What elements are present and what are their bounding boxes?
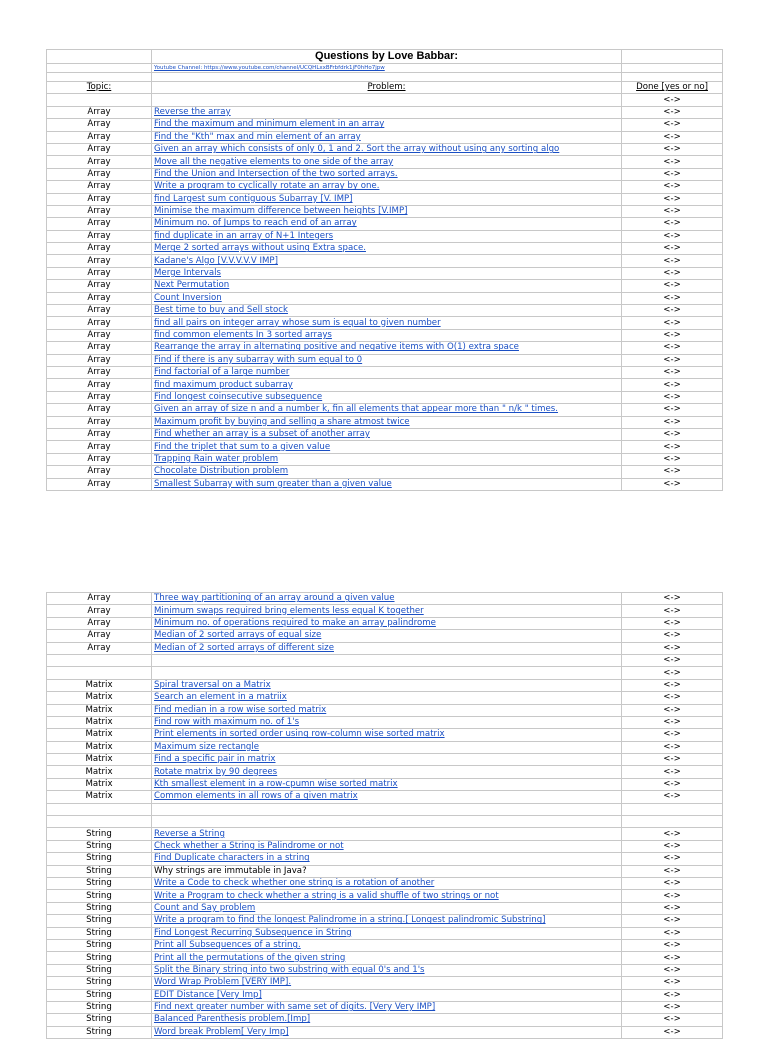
empty-cell[interactable] (47, 50, 152, 64)
topic-cell[interactable]: String (47, 977, 152, 989)
table-row (47, 218, 723, 230)
table-row (47, 379, 723, 391)
done-marker[interactable]: <-> (622, 94, 723, 106)
done-cell[interactable]: <-> (622, 218, 723, 230)
channel-link[interactable]: Youtube Channel: https://www.youtube.com/channel/UCQHLxxBFrbfdrk1jF0hHo7jpw (152, 64, 622, 73)
topic-cell[interactable]: Array (47, 605, 152, 617)
problem-link[interactable]: Minimum no. of operations required to make an array palindrome (152, 617, 622, 629)
topic-cell[interactable]: Array (47, 292, 152, 304)
topic-cell[interactable]: Array (47, 329, 152, 341)
table-row (47, 478, 723, 490)
problem-link[interactable]: Kadane's Algo [V.V.V.V.V IMP] (152, 255, 622, 267)
done-cell[interactable]: <-> (622, 853, 723, 865)
topic-cell[interactable]: Array (47, 267, 152, 279)
table-row (47, 927, 723, 939)
done-cell[interactable]: <-> (622, 766, 723, 778)
empty-cell[interactable] (622, 73, 723, 82)
table-row (47, 778, 723, 790)
table-row (47, 865, 723, 877)
topic-cell[interactable]: String (47, 853, 152, 865)
problem-link[interactable]: Given an array which consists of only 0, 1 and 2. Sort the array without using any sorting algo (152, 143, 622, 155)
table-row (47, 617, 723, 629)
table-row (47, 329, 723, 341)
table-row (47, 1001, 723, 1013)
done-cell[interactable]: <-> (622, 156, 723, 168)
table-row (47, 654, 723, 666)
topic-cell[interactable]: Array (47, 243, 152, 255)
done-cell[interactable]: <-> (622, 741, 723, 753)
problem-link[interactable]: Write a Program to check whether a string is a valid shuffle of two strings or not (152, 890, 622, 902)
topic-cell[interactable]: Array (47, 416, 152, 428)
empty-cell[interactable] (152, 94, 622, 106)
topic-cell[interactable]: Matrix (47, 704, 152, 716)
done-cell[interactable] (622, 816, 723, 828)
topic-cell[interactable]: Matrix (47, 716, 152, 728)
done-cell[interactable]: <-> (622, 404, 723, 416)
done-cell[interactable]: <-> (622, 890, 723, 902)
done-cell[interactable]: <-> (622, 441, 723, 453)
problem-cell[interactable]: Why strings are immutable in Java? (152, 865, 622, 877)
table-row (47, 404, 723, 416)
table-row (47, 143, 723, 155)
done-cell[interactable]: <-> (622, 1001, 723, 1013)
problem-link[interactable]: Best time to buy and Sell stock (152, 305, 622, 317)
table-row (47, 391, 723, 403)
done-cell[interactable]: <-> (622, 354, 723, 366)
problem-header: Problem: (367, 82, 406, 93)
problem-link[interactable]: Chocolate Distribution problem (152, 466, 622, 478)
done-cell[interactable]: <-> (622, 1014, 723, 1026)
problem-link[interactable]: Word Wrap Problem [VERY IMP]. (152, 977, 622, 989)
table-row (47, 716, 723, 728)
problem-link[interactable]: EDIT Distance [Very Imp] (152, 989, 622, 1001)
table-row (47, 466, 723, 478)
done-cell[interactable]: <-> (622, 939, 723, 951)
topic-cell[interactable]: Matrix (47, 679, 152, 691)
done-cell[interactable]: <-> (622, 778, 723, 790)
problem-link[interactable]: Search an element in a matriix (152, 692, 622, 704)
table-row (47, 181, 723, 193)
topic-cell[interactable]: Matrix (47, 729, 152, 741)
table-row (47, 119, 723, 131)
empty-cell[interactable] (622, 50, 723, 64)
table-row (47, 803, 723, 815)
problem-link[interactable]: find all pairs on integer array whose sum is equal to given number (152, 317, 622, 329)
problem-link[interactable]: Find the "Kth" max and min element of an array (152, 131, 622, 143)
topic-cell[interactable]: String (47, 915, 152, 927)
table-row (47, 156, 723, 168)
empty-cell[interactable] (622, 64, 723, 73)
problem-link[interactable]: Word break Problem[ Very Imp] (152, 1026, 622, 1038)
problem-link[interactable]: Find Duplicate characters in a string (152, 853, 622, 865)
problem-link[interactable]: Print all the permutations of the given string (152, 952, 622, 964)
done-cell[interactable]: <-> (622, 692, 723, 704)
topic-cell[interactable]: Array (47, 391, 152, 403)
problem-link[interactable]: Count and Say problem (152, 902, 622, 914)
done-cell[interactable]: <-> (622, 205, 723, 217)
table-row (47, 729, 723, 741)
topic-cell[interactable] (47, 803, 152, 815)
problem-link[interactable]: Merge Intervals (152, 267, 622, 279)
problem-link[interactable]: Given an array of size n and a number k, fin all elements that appear more than " n/k " times. (152, 404, 622, 416)
topic-cell[interactable]: String (47, 865, 152, 877)
done-cell[interactable]: <-> (622, 828, 723, 840)
problem-link[interactable]: Next Permutation (152, 280, 622, 292)
problem-link[interactable]: Balanced Parenthesis problem.[Imp] (152, 1014, 622, 1026)
problem-link[interactable]: Common elements in all rows of a given matrix (152, 791, 622, 803)
problem-link[interactable]: find Largest sum contiguous Subarray [V. IMP] (152, 193, 622, 205)
table-row (47, 877, 723, 889)
table-row (47, 453, 723, 465)
table-row (47, 828, 723, 840)
problem-link[interactable]: Count Inversion (152, 292, 622, 304)
done-cell[interactable]: <-> (622, 391, 723, 403)
table-row (47, 989, 723, 1001)
topic-cell[interactable]: Array (47, 466, 152, 478)
done-cell[interactable]: <-> (622, 366, 723, 378)
done-cell[interactable]: <-> (622, 379, 723, 391)
problem-link[interactable]: Write a Code to check whether one string is a rotation of another (152, 877, 622, 889)
problem-link[interactable]: Find median in a row wise sorted matrix (152, 704, 622, 716)
table-row (47, 305, 723, 317)
topic-cell[interactable]: Array (47, 617, 152, 629)
topic-cell[interactable]: Array (47, 428, 152, 440)
table-row (47, 840, 723, 852)
table-row (47, 853, 723, 865)
done-cell[interactable]: <-> (622, 630, 723, 642)
topic-cell[interactable]: Array (47, 106, 152, 118)
done-cell[interactable]: <-> (622, 478, 723, 490)
table-row (47, 168, 723, 180)
topic-cell[interactable]: String (47, 989, 152, 1001)
topic-cell[interactable]: Array (47, 218, 152, 230)
done-cell[interactable]: <-> (622, 754, 723, 766)
table-row (47, 754, 723, 766)
topic-cell[interactable]: Matrix (47, 741, 152, 753)
problem-link[interactable]: find duplicate in an array of N+1 Integers (152, 230, 622, 242)
done-cell[interactable]: <-> (622, 667, 723, 679)
table-row (47, 915, 723, 927)
table-row (47, 280, 723, 292)
done-cell[interactable]: <-> (622, 915, 723, 927)
empty-cell[interactable] (47, 73, 152, 82)
problem-link[interactable]: Find the Union and Intersection of the two sorted arrays. (152, 168, 622, 180)
problem-link[interactable]: Spiral traversal on a Matrix (152, 679, 622, 691)
topic-cell[interactable]: Array (47, 156, 152, 168)
problem-link[interactable]: Median of 2 sorted arrays of different size (152, 642, 622, 654)
empty-cell[interactable] (47, 94, 152, 106)
done-cell[interactable]: <-> (622, 243, 723, 255)
problem-link[interactable]: Find next greater number with same set of digits. [Very Very IMP] (152, 1001, 622, 1013)
problem-link[interactable]: Reverse the array (152, 106, 622, 118)
done-cell[interactable]: <-> (622, 679, 723, 691)
done-cell[interactable]: <-> (622, 453, 723, 465)
table-row (47, 267, 723, 279)
table-row (47, 342, 723, 354)
topic-cell[interactable]: Array (47, 143, 152, 155)
done-cell[interactable]: <-> (622, 329, 723, 341)
done-cell[interactable]: <-> (622, 230, 723, 242)
problem-cell[interactable] (152, 816, 622, 828)
done-cell[interactable]: <-> (622, 342, 723, 354)
done-cell[interactable]: <-> (622, 952, 723, 964)
problem-link[interactable]: Write a program to find the longest Palindrome in a string.[ Longest palindromic Substring] (152, 915, 622, 927)
done-cell[interactable]: <-> (622, 1026, 723, 1038)
table-row (47, 630, 723, 642)
problem-link[interactable]: Find if there is any subarray with sum equal to 0 (152, 354, 622, 366)
topic-cell[interactable]: Array (47, 119, 152, 131)
table-row (47, 1026, 723, 1038)
problem-link[interactable]: Smallest Subarray with sum greater than a given value (152, 478, 622, 490)
problem-cell[interactable] (152, 803, 622, 815)
table-row (47, 193, 723, 205)
done-cell[interactable]: <-> (622, 716, 723, 728)
done-cell[interactable]: <-> (622, 964, 723, 976)
topic-cell[interactable]: String (47, 952, 152, 964)
topic-cell[interactable] (47, 816, 152, 828)
table-row (47, 243, 723, 255)
topic-cell[interactable]: Array (47, 453, 152, 465)
table-row (47, 741, 723, 753)
done-cell[interactable]: <-> (622, 143, 723, 155)
table-row (47, 1014, 723, 1026)
problem-link[interactable]: Minimum swaps required bring elements less equal K together (152, 605, 622, 617)
topic-cell[interactable]: String (47, 1026, 152, 1038)
problem-link[interactable]: find maximum product subarray (152, 379, 622, 391)
sheet-section-2 (46, 592, 723, 1039)
table-row (47, 791, 723, 803)
done-cell[interactable] (622, 803, 723, 815)
problem-link[interactable]: Find the maximum and minimum element in an array (152, 119, 622, 131)
done-cell[interactable]: <-> (622, 280, 723, 292)
topic-cell[interactable]: Array (47, 379, 152, 391)
topic-cell[interactable]: Array (47, 441, 152, 453)
done-cell[interactable]: <-> (622, 605, 723, 617)
done-cell[interactable]: <-> (622, 791, 723, 803)
problem-link[interactable]: Median of 2 sorted arrays of equal size (152, 630, 622, 642)
topic-cell[interactable]: String (47, 840, 152, 852)
problem-link[interactable]: Merge 2 sorted arrays without using Extra space. (152, 243, 622, 255)
done-cell[interactable]: <-> (622, 106, 723, 118)
table-row (47, 939, 723, 951)
done-cell[interactable]: <-> (622, 729, 723, 741)
topic-cell[interactable]: Array (47, 305, 152, 317)
problem-link[interactable]: Print all Subsequences of a string. (152, 939, 622, 951)
table-row (47, 902, 723, 914)
problem-link[interactable]: Trapping Rain water problem (152, 453, 622, 465)
topic-cell[interactable]: String (47, 1014, 152, 1026)
done-cell[interactable]: <-> (622, 865, 723, 877)
problem-link[interactable]: Find row with maximum no. of 1's (152, 716, 622, 728)
table-row (47, 366, 723, 378)
done-cell[interactable]: <-> (622, 416, 723, 428)
topic-cell[interactable]: Array (47, 317, 152, 329)
table-row (47, 428, 723, 440)
problem-link[interactable]: Maximum profit by buying and selling a share atmost twice (152, 416, 622, 428)
problem-link[interactable]: Rearrange the array in alternating positive and negative items with O(1) extra space (152, 342, 622, 354)
table-row (47, 593, 723, 605)
topic-cell[interactable]: Matrix (47, 754, 152, 766)
table-row (47, 977, 723, 989)
topic-cell[interactable]: Array (47, 593, 152, 605)
topic-cell[interactable] (47, 667, 152, 679)
topic-cell[interactable]: String (47, 1001, 152, 1013)
done-cell[interactable]: <-> (622, 989, 723, 1001)
problem-link[interactable]: Minimise the maximum difference between heights [V.IMP] (152, 205, 622, 217)
problem-link[interactable]: Find Longest Recurring Subsequence in String (152, 927, 622, 939)
problem-link[interactable]: Find a specific pair in matrix (152, 754, 622, 766)
topic-cell[interactable]: Matrix (47, 778, 152, 790)
problem-link[interactable]: Split the Binary string into two substring with equal 0's and 1's (152, 964, 622, 976)
problem-link[interactable]: Find whether an array is a subset of another array (152, 428, 622, 440)
done-cell[interactable]: <-> (622, 255, 723, 267)
topic-cell[interactable]: Array (47, 181, 152, 193)
problem-link[interactable]: Move all the negative elements to one side of the array (152, 156, 622, 168)
done-cell[interactable]: <-> (622, 593, 723, 605)
problem-link[interactable]: Find the triplet that sum to a given value (152, 441, 622, 453)
table-row (47, 704, 723, 716)
done-cell[interactable]: <-> (622, 840, 723, 852)
done-header: Done [yes or no] (636, 82, 708, 93)
done-cell[interactable]: <-> (622, 877, 723, 889)
done-cell[interactable]: <-> (622, 428, 723, 440)
problem-link[interactable]: Rotate matrix by 90 degrees (152, 766, 622, 778)
problem-link[interactable]: Kth smallest element in a row-cpumn wise sorted matrix (152, 778, 622, 790)
done-cell[interactable]: <-> (622, 902, 723, 914)
topic-cell[interactable]: String (47, 939, 152, 951)
topic-cell[interactable]: String (47, 902, 152, 914)
sheet-section-1 (46, 49, 723, 491)
done-cell[interactable]: <-> (622, 292, 723, 304)
table-row (47, 692, 723, 704)
topic-cell[interactable]: Matrix (47, 791, 152, 803)
done-cell[interactable]: <-> (622, 168, 723, 180)
table-row (47, 667, 723, 679)
done-cell[interactable]: <-> (622, 267, 723, 279)
done-cell[interactable]: <-> (622, 317, 723, 329)
table-row (47, 605, 723, 617)
empty-cell[interactable] (152, 73, 622, 82)
sheet-title: Questions by Love Babbar: (152, 50, 622, 64)
done-cell[interactable]: <-> (622, 977, 723, 989)
table-row (47, 106, 723, 118)
topic-cell[interactable]: Array (47, 131, 152, 143)
problem-cell[interactable] (152, 654, 622, 666)
problem-link[interactable]: Print elements in sorted order using row-column wise sorted matrix (152, 729, 622, 741)
table-row (47, 317, 723, 329)
table-row (47, 642, 723, 654)
problem-link[interactable]: Three way partitioning of an array around a given value (152, 593, 622, 605)
problem-link[interactable]: Find longest coinsecutive subsequence (152, 391, 622, 403)
done-cell[interactable]: <-> (622, 927, 723, 939)
table-row (47, 131, 723, 143)
problem-link[interactable]: Maximum size rectangle (152, 741, 622, 753)
table-row (47, 766, 723, 778)
done-cell[interactable]: <-> (622, 131, 723, 143)
problem-cell[interactable] (152, 667, 622, 679)
topic-cell[interactable] (47, 654, 152, 666)
table-row (47, 679, 723, 691)
done-cell[interactable]: <-> (622, 617, 723, 629)
topic-cell[interactable]: Array (47, 354, 152, 366)
done-cell[interactable]: <-> (622, 305, 723, 317)
done-cell[interactable]: <-> (622, 181, 723, 193)
problem-link[interactable]: Write a program to cyclically rotate an array by one. (152, 181, 622, 193)
problem-link[interactable]: Minimum no. of Jumps to reach end of an array (152, 218, 622, 230)
topic-cell[interactable]: String (47, 927, 152, 939)
table-row (47, 230, 723, 242)
topic-cell[interactable]: Matrix (47, 692, 152, 704)
problem-link[interactable]: Reverse a String (152, 828, 622, 840)
topic-cell[interactable]: Array (47, 404, 152, 416)
topic-cell[interactable]: Array (47, 168, 152, 180)
topic-cell[interactable]: String (47, 877, 152, 889)
empty-cell[interactable] (47, 64, 152, 73)
topic-cell[interactable]: Array (47, 642, 152, 654)
topic-cell[interactable]: Array (47, 478, 152, 490)
done-cell[interactable]: <-> (622, 654, 723, 666)
topic-cell[interactable]: String (47, 828, 152, 840)
done-cell[interactable]: <-> (622, 119, 723, 131)
table-row (47, 441, 723, 453)
table-row (47, 205, 723, 217)
topic-header: Topic: (86, 82, 112, 93)
done-cell[interactable]: <-> (622, 642, 723, 654)
table-row (47, 255, 723, 267)
table-row (47, 354, 723, 366)
table-row (47, 964, 723, 976)
topic-cell[interactable]: Array (47, 255, 152, 267)
topic-cell[interactable]: Array (47, 280, 152, 292)
table-row (47, 890, 723, 902)
table-row (47, 416, 723, 428)
table-row (47, 952, 723, 964)
problem-link[interactable]: Check whether a String is Palindrome or not (152, 840, 622, 852)
done-cell[interactable]: <-> (622, 704, 723, 716)
topic-cell[interactable]: Array (47, 205, 152, 217)
table-row (47, 292, 723, 304)
topic-cell[interactable]: Array (47, 193, 152, 205)
topic-cell[interactable]: String (47, 964, 152, 976)
topic-cell[interactable]: Array (47, 230, 152, 242)
topic-cell[interactable]: Matrix (47, 766, 152, 778)
topic-cell[interactable]: Array (47, 366, 152, 378)
done-cell[interactable]: <-> (622, 193, 723, 205)
topic-cell[interactable]: Array (47, 342, 152, 354)
table-row (47, 816, 723, 828)
topic-cell[interactable]: String (47, 890, 152, 902)
problem-link[interactable]: Find factorial of a large number (152, 366, 622, 378)
topic-cell[interactable]: Array (47, 630, 152, 642)
problem-link[interactable]: find common elements In 3 sorted arrays (152, 329, 622, 341)
done-cell[interactable]: <-> (622, 466, 723, 478)
